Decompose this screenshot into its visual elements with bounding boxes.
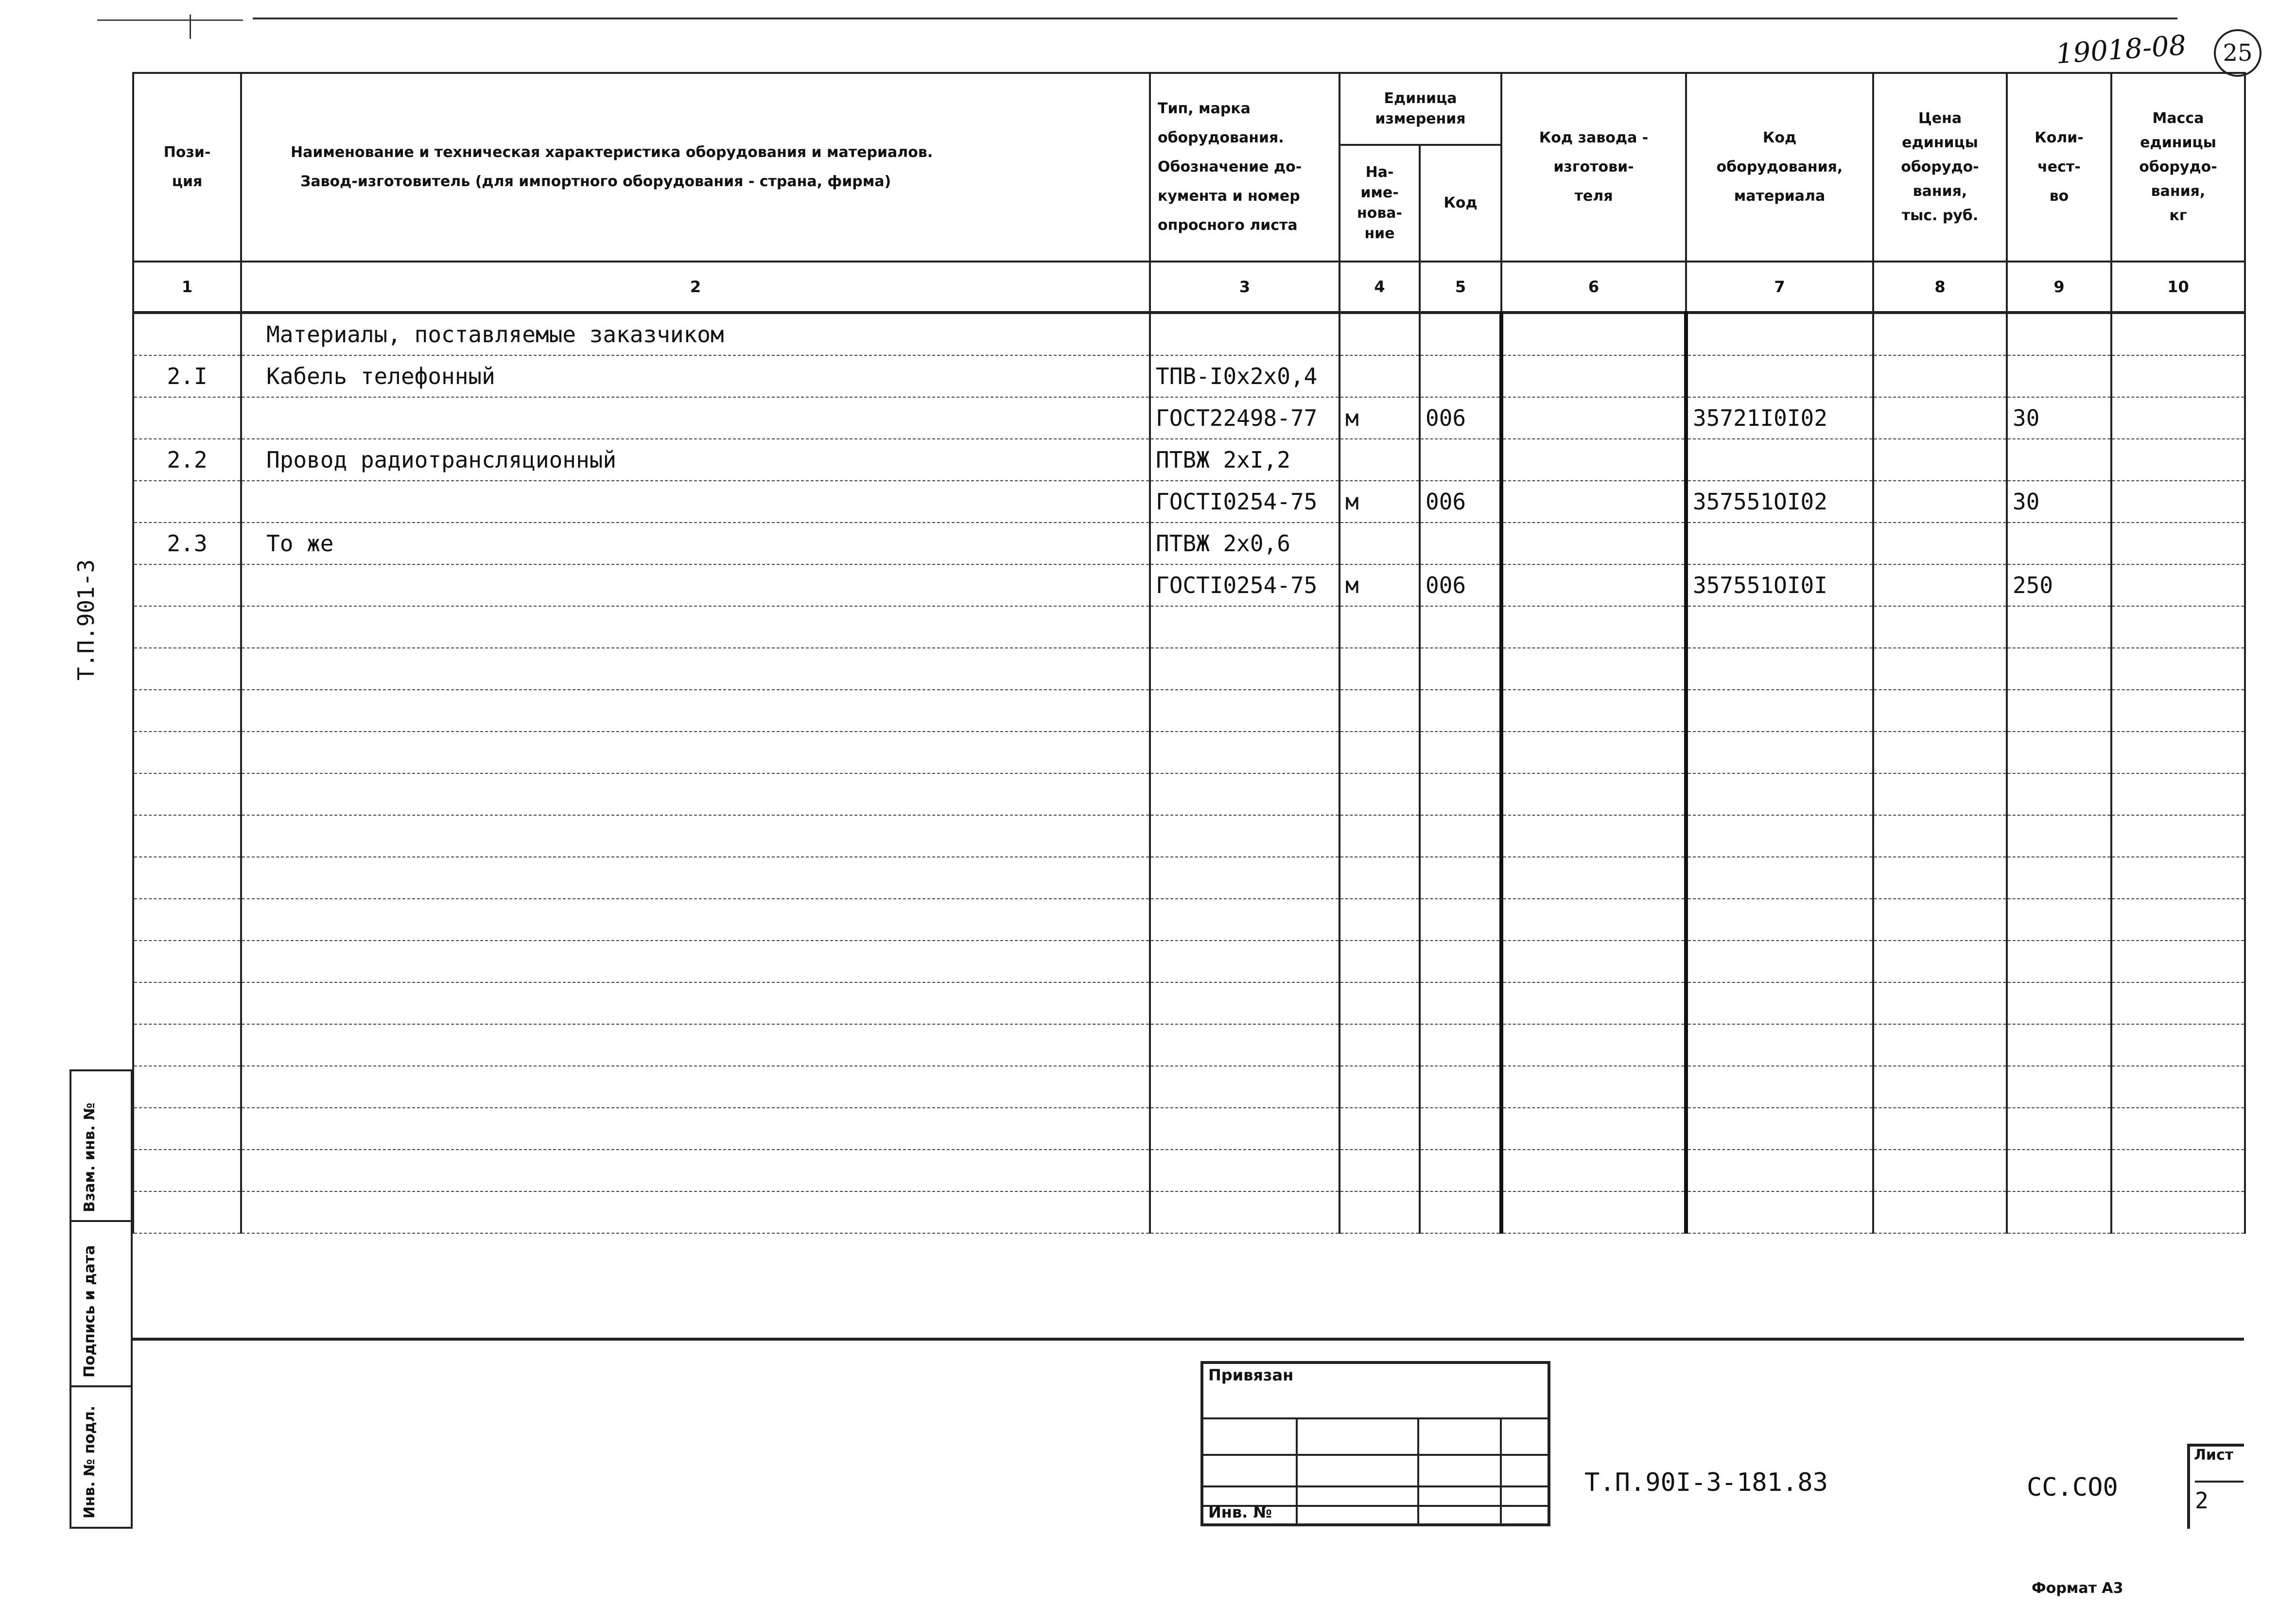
cell-pos bbox=[133, 899, 241, 941]
cell-name bbox=[241, 982, 1150, 1024]
cell-equip bbox=[1686, 313, 1873, 355]
cell-price bbox=[1873, 815, 2007, 857]
cell-code bbox=[1420, 523, 1501, 564]
section-code: СС.СО0 bbox=[2027, 1473, 2118, 1502]
header-position: Пози- ция bbox=[133, 73, 241, 262]
cell-price bbox=[1873, 397, 2007, 439]
cell-qty bbox=[2007, 439, 2111, 481]
cell-mass bbox=[2111, 1191, 2245, 1233]
cell-factory bbox=[1501, 1108, 1686, 1150]
cell-qty bbox=[2007, 857, 2111, 899]
cell-pos: 2.I bbox=[133, 355, 241, 397]
cell-name bbox=[241, 1108, 1150, 1150]
cell-unit bbox=[1339, 815, 1420, 857]
cell-type bbox=[1150, 648, 1339, 690]
header-equipment-code: Код оборудования, материала bbox=[1686, 73, 1873, 262]
table-row bbox=[133, 899, 2245, 941]
table-row bbox=[133, 1191, 2245, 1233]
cell-equip bbox=[1686, 648, 1873, 690]
column-number: 7 bbox=[1686, 262, 1873, 313]
cell-unit bbox=[1339, 941, 1420, 982]
stamp-divider bbox=[1296, 1417, 1298, 1526]
cell-name bbox=[241, 690, 1150, 732]
table-row bbox=[133, 1024, 2245, 1066]
cell-price bbox=[1873, 1108, 2007, 1150]
table-row bbox=[133, 982, 2245, 1024]
cell-mass bbox=[2111, 1150, 2245, 1191]
handwritten-number: 19018-08 bbox=[2055, 29, 2188, 70]
cell-unit bbox=[1339, 982, 1420, 1024]
cell-mass bbox=[2111, 355, 2245, 397]
cell-equip: 357551OI02 bbox=[1686, 481, 1873, 523]
cell-name bbox=[241, 564, 1150, 606]
cell-price bbox=[1873, 1066, 2007, 1108]
cell-price bbox=[1873, 1150, 2007, 1191]
cell-pos bbox=[133, 1108, 241, 1150]
table-row bbox=[133, 773, 2245, 815]
cell-factory bbox=[1501, 941, 1686, 982]
cell-pos bbox=[133, 648, 241, 690]
table-row bbox=[133, 857, 2245, 899]
cell-type bbox=[1150, 1024, 1339, 1066]
cell-pos bbox=[133, 564, 241, 606]
column-number: 3 bbox=[1150, 262, 1339, 313]
cell-factory bbox=[1501, 1191, 1686, 1233]
column-number: 2 bbox=[241, 262, 1150, 313]
cell-pos bbox=[133, 815, 241, 857]
table-row bbox=[133, 1066, 2245, 1108]
stamp-divider bbox=[1417, 1417, 1419, 1526]
cell-unit bbox=[1339, 1191, 1420, 1233]
cell-equip bbox=[1686, 606, 1873, 648]
cell-name bbox=[241, 481, 1150, 523]
cell-pos bbox=[133, 732, 241, 773]
side-approval-strip bbox=[70, 1069, 133, 1529]
cell-price bbox=[1873, 313, 2007, 355]
cell-price bbox=[1873, 1024, 2007, 1066]
cell-name bbox=[241, 1066, 1150, 1108]
header-unit-name: На- име- нова- ние bbox=[1339, 145, 1420, 262]
cell-qty bbox=[2007, 1150, 2111, 1191]
table-row bbox=[133, 941, 2245, 982]
cell-pos bbox=[133, 313, 241, 355]
side-label: Подпись и дата bbox=[81, 1245, 98, 1378]
cell-factory bbox=[1501, 481, 1686, 523]
cell-code bbox=[1420, 439, 1501, 481]
cell-equip bbox=[1686, 982, 1873, 1024]
page-circle-number: 25 bbox=[2214, 29, 2261, 77]
table-row bbox=[133, 397, 2245, 439]
cell-qty: 30 bbox=[2007, 397, 2111, 439]
side-label: Инв. № подл. bbox=[81, 1405, 98, 1519]
header-name: Наименование и техническая характеристика оборудования и материалов. Завод-изготовитель (для импортного оборудования - страна, фирма) bbox=[241, 73, 1150, 262]
header-factory-code: Код завода - изготови- теля bbox=[1501, 73, 1686, 262]
cell-unit bbox=[1339, 313, 1420, 355]
cell-factory bbox=[1501, 899, 1686, 941]
cell-name bbox=[241, 815, 1150, 857]
cell-code bbox=[1420, 941, 1501, 982]
column-number: 8 bbox=[1873, 262, 2007, 313]
cell-pos: 2.3 bbox=[133, 523, 241, 564]
cell-type bbox=[1150, 815, 1339, 857]
cell-code bbox=[1420, 606, 1501, 648]
header-quantity: Коли- чест- во bbox=[2007, 73, 2111, 262]
cell-pos bbox=[133, 1066, 241, 1108]
cell-price bbox=[1873, 690, 2007, 732]
cell-qty bbox=[2007, 1191, 2111, 1233]
cell-code bbox=[1420, 1066, 1501, 1108]
cell-mass bbox=[2111, 648, 2245, 690]
cell-qty bbox=[2007, 690, 2111, 732]
cell-mass bbox=[2111, 523, 2245, 564]
side-cell-inventory bbox=[71, 1387, 131, 1527]
title-block-rule bbox=[132, 1338, 2244, 1341]
cell-pos bbox=[133, 1191, 241, 1233]
cell-code bbox=[1420, 648, 1501, 690]
stamp-line bbox=[1203, 1454, 1548, 1456]
cell-price bbox=[1873, 523, 2007, 564]
top-rule bbox=[253, 17, 2177, 19]
cell-mass bbox=[2111, 690, 2245, 732]
cell-pos bbox=[133, 857, 241, 899]
cell-qty bbox=[2007, 982, 2111, 1024]
table-row bbox=[133, 355, 2245, 397]
cell-type: ТПВ-I0х2х0,4 bbox=[1150, 355, 1339, 397]
cell-name: Провод радиотрансляционный bbox=[241, 439, 1150, 481]
cell-type: ГОСТ22498-77 bbox=[1150, 397, 1339, 439]
cell-name bbox=[241, 773, 1150, 815]
vertical-document-code: Т.П.901-3 bbox=[73, 559, 99, 681]
cell-factory bbox=[1501, 982, 1686, 1024]
cell-mass bbox=[2111, 815, 2245, 857]
top-tick-mark bbox=[190, 15, 191, 39]
cell-mass bbox=[2111, 773, 2245, 815]
column-number: 9 bbox=[2007, 262, 2111, 313]
table-row bbox=[133, 1108, 2245, 1150]
column-number: 4 bbox=[1339, 262, 1420, 313]
cell-equip bbox=[1686, 1108, 1873, 1150]
table-row bbox=[133, 564, 2245, 606]
binding-stamp bbox=[1200, 1361, 1550, 1526]
document-code: Т.П.90I-3-181.83 bbox=[1584, 1468, 1828, 1497]
cell-equip: 35721I0I02 bbox=[1686, 397, 1873, 439]
cell-qty bbox=[2007, 1024, 2111, 1066]
cell-unit bbox=[1339, 857, 1420, 899]
cell-unit: м bbox=[1339, 564, 1420, 606]
cell-name bbox=[241, 397, 1150, 439]
cell-equip bbox=[1686, 1191, 1873, 1233]
cell-mass bbox=[2111, 732, 2245, 773]
cell-qty bbox=[2007, 523, 2111, 564]
side-cell-signature bbox=[71, 1222, 131, 1387]
stamp-divider bbox=[1500, 1417, 1502, 1526]
table-row bbox=[133, 648, 2245, 690]
header-price: Цена единицы оборудо- вания, тыс. руб. bbox=[1873, 73, 2007, 262]
cell-unit bbox=[1339, 355, 1420, 397]
stamp-linked-label: Привязан bbox=[1208, 1366, 1294, 1384]
header-type: Тип, марка оборудования. Обозначение до- кумента и номер опросного листа bbox=[1150, 73, 1339, 262]
cell-unit bbox=[1339, 1150, 1420, 1191]
cell-name bbox=[241, 941, 1150, 982]
cell-unit bbox=[1339, 606, 1420, 648]
cell-unit bbox=[1339, 690, 1420, 732]
cell-type bbox=[1150, 1150, 1339, 1191]
cell-price bbox=[1873, 606, 2007, 648]
cell-name bbox=[241, 1191, 1150, 1233]
cell-code bbox=[1420, 1108, 1501, 1150]
cell-mass bbox=[2111, 1108, 2245, 1150]
table-row bbox=[133, 815, 2245, 857]
cell-factory bbox=[1501, 732, 1686, 773]
cell-qty bbox=[2007, 606, 2111, 648]
cell-pos: 2.2 bbox=[133, 439, 241, 481]
column-number-row bbox=[133, 262, 2245, 313]
cell-pos bbox=[133, 690, 241, 732]
stamp-line bbox=[1203, 1485, 1548, 1487]
column-number: 1 bbox=[133, 262, 241, 313]
table-row bbox=[133, 481, 2245, 523]
side-cell-replace bbox=[71, 1071, 131, 1222]
cell-equip bbox=[1686, 857, 1873, 899]
column-number: 10 bbox=[2111, 262, 2245, 313]
cell-name bbox=[241, 648, 1150, 690]
cell-mass bbox=[2111, 1066, 2245, 1108]
cell-unit bbox=[1339, 732, 1420, 773]
cell-type bbox=[1150, 857, 1339, 899]
cell-qty bbox=[2007, 941, 2111, 982]
cell-factory bbox=[1501, 648, 1686, 690]
cell-code: 006 bbox=[1420, 397, 1501, 439]
header-unit-code: Код bbox=[1420, 145, 1501, 262]
cell-mass bbox=[2111, 606, 2245, 648]
cell-qty bbox=[2007, 899, 2111, 941]
cell-unit bbox=[1339, 439, 1420, 481]
cell-mass bbox=[2111, 982, 2245, 1024]
cell-mass bbox=[2111, 899, 2245, 941]
cell-type bbox=[1150, 1191, 1339, 1233]
cell-code bbox=[1420, 815, 1501, 857]
cell-mass bbox=[2111, 1024, 2245, 1066]
cell-price bbox=[1873, 857, 2007, 899]
cell-type bbox=[1150, 773, 1339, 815]
cell-price bbox=[1873, 481, 2007, 523]
stamp-line bbox=[1203, 1417, 1548, 1419]
cell-qty bbox=[2007, 313, 2111, 355]
cell-equip bbox=[1686, 1150, 1873, 1191]
cell-equip bbox=[1686, 355, 1873, 397]
cell-code bbox=[1420, 1024, 1501, 1066]
cell-equip bbox=[1686, 732, 1873, 773]
cell-qty bbox=[2007, 773, 2111, 815]
sheet-box bbox=[2187, 1444, 2244, 1529]
cell-code bbox=[1420, 899, 1501, 941]
cell-type: ПТВЖ 2хI,2 bbox=[1150, 439, 1339, 481]
cell-unit: м bbox=[1339, 397, 1420, 439]
cell-type: ГОСТI0254-75 bbox=[1150, 481, 1339, 523]
cell-type bbox=[1150, 690, 1339, 732]
cell-type bbox=[1150, 1108, 1339, 1150]
cell-factory bbox=[1501, 606, 1686, 648]
cell-factory bbox=[1501, 773, 1686, 815]
cell-qty: 30 bbox=[2007, 481, 2111, 523]
cell-code bbox=[1420, 355, 1501, 397]
cell-type bbox=[1150, 941, 1339, 982]
header-unit-group: Единица измерения bbox=[1339, 73, 1501, 145]
cell-unit bbox=[1339, 523, 1420, 564]
cell-qty: 250 bbox=[2007, 564, 2111, 606]
cell-mass bbox=[2111, 397, 2245, 439]
cell-type bbox=[1150, 1066, 1339, 1108]
format-label: Формат А3 bbox=[2032, 1580, 2123, 1597]
cell-name bbox=[241, 606, 1150, 648]
cell-pos bbox=[133, 773, 241, 815]
cell-price bbox=[1873, 355, 2007, 397]
column-number: 5 bbox=[1420, 262, 1501, 313]
table-row bbox=[133, 690, 2245, 732]
cell-pos bbox=[133, 982, 241, 1024]
cell-equip bbox=[1686, 815, 1873, 857]
cell-unit bbox=[1339, 1024, 1420, 1066]
cell-pos bbox=[133, 606, 241, 648]
cell-price bbox=[1873, 1191, 2007, 1233]
table-body bbox=[133, 313, 2245, 1233]
cell-price bbox=[1873, 982, 2007, 1024]
cell-name bbox=[241, 732, 1150, 773]
cell-type bbox=[1150, 982, 1339, 1024]
table-row bbox=[133, 439, 2245, 481]
cell-equip bbox=[1686, 773, 1873, 815]
cell-equip bbox=[1686, 1066, 1873, 1108]
cell-factory bbox=[1501, 1150, 1686, 1191]
cell-price bbox=[1873, 773, 2007, 815]
cell-name bbox=[241, 1150, 1150, 1191]
cell-name: Кабель телефонный bbox=[241, 355, 1150, 397]
cell-unit bbox=[1339, 773, 1420, 815]
side-label: Взам. инв. № bbox=[81, 1102, 98, 1212]
cell-price bbox=[1873, 439, 2007, 481]
cell-pos bbox=[133, 397, 241, 439]
cell-factory bbox=[1501, 439, 1686, 481]
cell-price bbox=[1873, 648, 2007, 690]
cell-name: Материалы, поставляемые заказчиком bbox=[241, 313, 1150, 355]
cell-factory bbox=[1501, 523, 1686, 564]
cell-qty bbox=[2007, 815, 2111, 857]
stamp-inventory-label: Инв. № bbox=[1208, 1503, 1272, 1521]
cell-mass bbox=[2111, 564, 2245, 606]
cell-price bbox=[1873, 941, 2007, 982]
cell-factory bbox=[1501, 355, 1686, 397]
column-number: 6 bbox=[1501, 262, 1686, 313]
cell-price bbox=[1873, 732, 2007, 773]
cell-factory bbox=[1501, 1024, 1686, 1066]
cell-qty bbox=[2007, 648, 2111, 690]
cell-type bbox=[1150, 313, 1339, 355]
cell-code bbox=[1420, 1191, 1501, 1233]
cell-factory bbox=[1501, 564, 1686, 606]
cell-equip bbox=[1686, 523, 1873, 564]
table-row bbox=[133, 732, 2245, 773]
cell-code bbox=[1420, 732, 1501, 773]
header-mass: Масса единицы оборудо- вания, кг bbox=[2111, 73, 2245, 262]
cell-qty bbox=[2007, 732, 2111, 773]
cell-mass bbox=[2111, 481, 2245, 523]
table-row bbox=[133, 606, 2245, 648]
table-row bbox=[133, 313, 2245, 355]
cell-equip bbox=[1686, 899, 1873, 941]
table-row bbox=[133, 1150, 2245, 1191]
cell-factory bbox=[1501, 857, 1686, 899]
cell-factory bbox=[1501, 815, 1686, 857]
cell-pos bbox=[133, 1150, 241, 1191]
cell-code bbox=[1420, 857, 1501, 899]
cell-type: ГОСТI0254-75 bbox=[1150, 564, 1339, 606]
cell-qty bbox=[2007, 1108, 2111, 1150]
cell-factory bbox=[1501, 1066, 1686, 1108]
cell-qty bbox=[2007, 1066, 2111, 1108]
cell-equip: 357551OI0I bbox=[1686, 564, 1873, 606]
cell-price bbox=[1873, 899, 2007, 941]
cell-name bbox=[241, 1024, 1150, 1066]
cell-price bbox=[1873, 564, 2007, 606]
cell-unit bbox=[1339, 1108, 1420, 1150]
cell-code: 006 bbox=[1420, 564, 1501, 606]
cell-name bbox=[241, 899, 1150, 941]
cell-unit bbox=[1339, 899, 1420, 941]
cell-code bbox=[1420, 313, 1501, 355]
cell-equip bbox=[1686, 1024, 1873, 1066]
cell-unit bbox=[1339, 1066, 1420, 1108]
cell-mass bbox=[2111, 313, 2245, 355]
cell-code bbox=[1420, 1150, 1501, 1191]
cell-equip bbox=[1686, 941, 1873, 982]
cell-pos bbox=[133, 1024, 241, 1066]
cell-equip bbox=[1686, 439, 1873, 481]
cell-code bbox=[1420, 773, 1501, 815]
cell-code bbox=[1420, 690, 1501, 732]
top-left-rule bbox=[97, 19, 243, 21]
specification-table bbox=[132, 72, 2246, 1234]
cell-mass bbox=[2111, 941, 2245, 982]
cell-type bbox=[1150, 732, 1339, 773]
cell-pos bbox=[133, 941, 241, 982]
cell-type bbox=[1150, 899, 1339, 941]
cell-mass bbox=[2111, 439, 2245, 481]
cell-factory bbox=[1501, 313, 1686, 355]
cell-code bbox=[1420, 982, 1501, 1024]
cell-pos bbox=[133, 481, 241, 523]
cell-code: 006 bbox=[1420, 481, 1501, 523]
cell-type bbox=[1150, 606, 1339, 648]
cell-unit: м bbox=[1339, 481, 1420, 523]
cell-mass bbox=[2111, 857, 2245, 899]
cell-factory bbox=[1501, 397, 1686, 439]
cell-name bbox=[241, 857, 1150, 899]
cell-equip bbox=[1686, 690, 1873, 732]
cell-name: То же bbox=[241, 523, 1150, 564]
sheet-number: 2 bbox=[2195, 1481, 2244, 1514]
table-row bbox=[133, 523, 2245, 564]
cell-factory bbox=[1501, 690, 1686, 732]
cell-qty bbox=[2007, 355, 2111, 397]
cell-type: ПТВЖ 2х0,6 bbox=[1150, 523, 1339, 564]
cell-unit bbox=[1339, 648, 1420, 690]
sheet-label: Лист bbox=[2194, 1447, 2234, 1464]
